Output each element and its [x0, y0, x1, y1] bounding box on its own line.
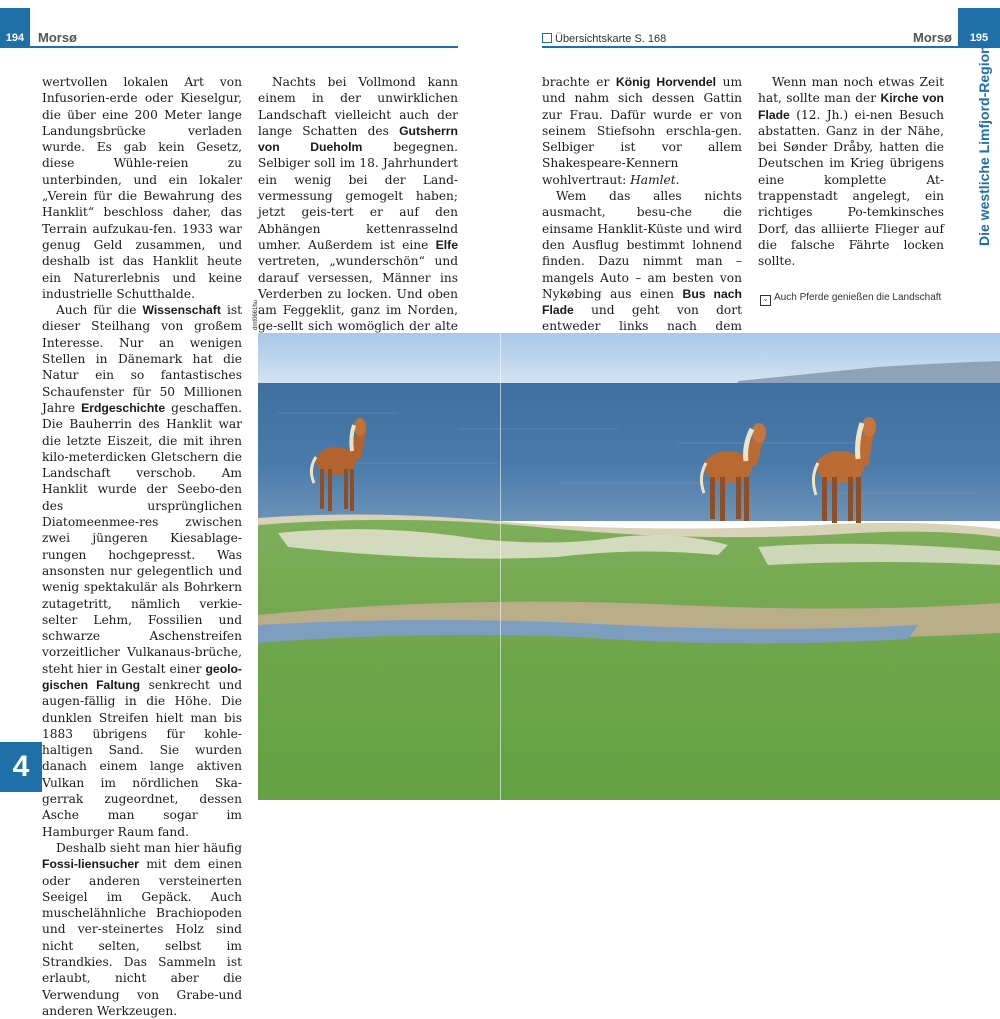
text-run: geschaffen. Die Bauherrin des Hanklit war die letzte Eiszeit, die mit ihren kilo-meterdicken Gletschern die Landschaft verschob. Am Hanklit wurde der Seebo-den des ursprünglichen Diatomeenmee-res zwischen zwei jüngeren Kiesablage-rungen hochgepresst. Was ansonsten nur gelegentlich und wenig spektakulär als Bohrkern zutagetritt, nämlich verkie-selter Lehm, Fossilien und schwarze Aschenstreifen vorzeitlicher Vulkanaus-brüche, steht hier in Gestalt einer: [42, 400, 242, 676]
page-gutter: [500, 333, 501, 800]
chapter-side-tab: [972, 45, 1000, 250]
italic-term: Hamlet: [630, 172, 676, 187]
text-run: wertvollen lokalen Art von Infusorien-erde oder Kieselgur, die über eine 200 Meter lange Landungsbrücke verladen wurde. Es gab kein Gesetz, diese Wühle-reien zu unterbinden, und ein lokaler „Verein für die Bewahrung des Hanklit“ beschloss daher, das Terrain aufzukau-fen. 1933 war genug Geld zusammen, und deshalb ist das Hanklit heute ein Naturerlebnis und keine industrielle Schutthalde.: [42, 75, 242, 301]
text-run: Wenn man noch etwas Zeit hat, sollte man der: [758, 75, 944, 106]
header-rule-left: [30, 46, 458, 48]
text-run: (12. Jh.) ei-nen Besuch abstatten. Ganz in der Nähe, bei Sønder Dråby, hatten die Deutschen im Krieg übrigens eine komplette At-trappenstadt angelegt, ein richtiges Po-temkinsches Dorf, das alliierte Flieger auf die falsche Fährte locken sollte.: [758, 107, 944, 269]
bold-term: Erdgeschichte: [81, 400, 166, 415]
map-icon: [542, 33, 552, 43]
text-run: brachte er: [542, 75, 616, 89]
photo-caption-icon: ⌄: [760, 295, 771, 306]
text-column-4: [758, 74, 944, 270]
text-run: vertreten, „wunderschön“ und darauf versessen, Männer ins Verderben zu locken. Und oben am Feggeklit, ganz im Norden, ge-sellt sich womöglich der alte: [258, 254, 458, 334]
bold-term: König Horvendel: [615, 75, 717, 89]
text-run: und geht von dort entweder links nach dem: [542, 303, 742, 334]
bold-term: Bus nach Flade: [542, 286, 742, 318]
horses-on-coast-photo: [258, 333, 1000, 800]
map-reference-label: Übersichtskarte S. 168: [555, 33, 667, 45]
text-run: Wem das alles nichts ausmacht, besu-che die einsame Hanklit-Küste und wird den Ausflug bestimmt lohnend finden. Dazu nimmt man – mangels Auto – am besten von Nykøbing aus einen: [542, 189, 742, 301]
text-column-1: [42, 74, 242, 1019]
bold-term: Gutsherrn von Dueholm: [258, 123, 458, 155]
running-title-left: Morsø: [38, 30, 77, 45]
bold-term: Wissenschaft: [142, 303, 221, 318]
bold-term: Fossi-liensucher: [42, 857, 139, 872]
text-run: um und nahm sich dessen Gattin zur Frau. Dafür wurde er von seinem Stiefsohn erschla-gen. Selbiger ist vor allem Shakespeare-Kennern wohlvertraut:: [542, 75, 743, 187]
running-title-right: Morsø: [913, 30, 952, 45]
photo-credit: dmt0661hu: [253, 299, 259, 330]
paragraph: [42, 302, 242, 840]
bold-term: Elfe: [435, 237, 458, 252]
map-reference[interactable]: [542, 33, 666, 45]
bold-term: geolo-gischen Faltung: [42, 661, 242, 692]
photo-caption: [760, 292, 941, 306]
text-run: Auch für die: [56, 303, 143, 318]
chapter-number-tab: 4: [0, 742, 42, 792]
header-rule-right: [542, 46, 968, 48]
paragraph: [42, 840, 242, 1019]
text-run: .: [675, 172, 680, 187]
text-run: ist dieser Steilhang von großem Interesse. Nur an wenigen Stellen in Dänemark hat die Natur ein so fantastisches Schaufenster für 50 Millionen Jahre: [42, 303, 242, 415]
text-run: Nachts bei Vollmond kann einem in der unwirklichen Landschaft vielleicht auch der lange Schatten des: [258, 75, 458, 138]
paragraph: [42, 74, 242, 302]
chapter-side-tab-label: Die westliche Limfjord-Region: [976, 45, 992, 246]
bold-term: Kirche von Flade: [758, 91, 944, 122]
page-number-right: 195: [958, 8, 1000, 48]
page-number-left: 194: [0, 8, 30, 48]
paragraph: [542, 74, 742, 188]
text-run: senkrecht und augen-fällig in die Höhe. Die dunklen Streifen hielt man bis 1883 übrigens für kohle-haltigen Sand. Sie wurden danach einem lange aktiven Vulkan im nördlichen Ska-gerrak zugeordnet, dessen Asche man sogar im Hamburger Raum fand.: [42, 677, 242, 839]
text-run: mit dem einen oder anderen versteinerten Seeigel im Gepäck. Auch muschelähnliche Brachiopoden und ver-steinertes Holz sind nicht selten, selbst im Strandkies. Das Sammeln ist erlaubt, nicht aber die Verwendung von Grabe-und anderen Werkzeugen.: [42, 857, 242, 1018]
photo-caption-text: Auch Pferde genießen die Landschaft: [774, 292, 942, 303]
text-run: begegnen. Selbiger soll im 18. Jahrhundert ein wenig bei der Land-vermessung gemogelt haben; jetzt geis-tert er auf den Abhängen kettenrasselnd umher. Außerdem ist eine: [258, 140, 458, 252]
paragraph: [758, 74, 944, 270]
text-run: Deshalb sieht man hier häufig: [56, 840, 243, 855]
